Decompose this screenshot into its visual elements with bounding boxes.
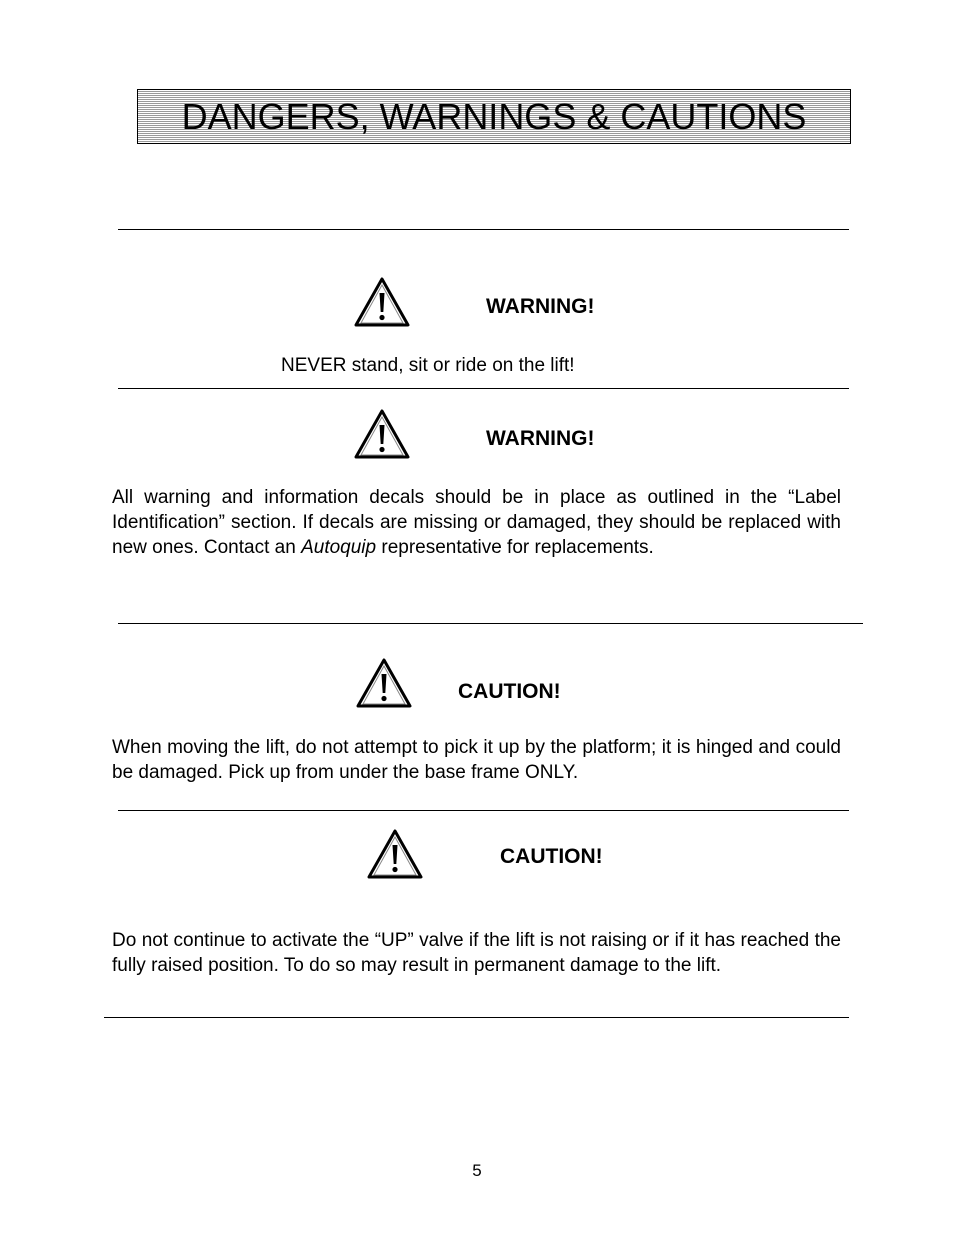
caution-text-2: Do not continue to activate the “UP” valve if the lift is not raising or if it has reached the fully raised position. To do so may result in permanent damage to the lift. [112,930,841,976]
caution-label-1: CAUTION! [458,680,561,703]
brand-name: Autoquip [301,537,377,558]
caution-label-2: CAUTION! [500,845,603,868]
divider-bottom [104,1017,849,1018]
divider-3 [118,810,849,811]
warning-label-2: WARNING! [486,427,595,450]
warning-triangle-icon [366,828,424,880]
caution-text-1: When moving the lift, do not attempt to pick it up by the platform; it is hinged and could be damaged. Pick up from under the base frame ONLY. [112,737,841,783]
divider-2 [118,623,863,624]
warning-triangle-icon [353,408,411,460]
warning-text-2 [112,485,841,560]
divider-top [118,229,849,230]
warning-triangle-icon [355,657,413,709]
page-title: DANGERS, WARNINGS & CAUTIONS [181,95,807,137]
title-banner [137,89,851,144]
page-number: 5 [472,1161,482,1180]
warning-label-1: WARNING! [486,295,595,318]
warning-text-2-start: All warning and information decals should be in place as outlined in the “Label Identification” section. If decals are missing or damaged, they should be replaced with new ones. Contact an [112,487,841,558]
warning-triangle-icon [353,276,411,328]
divider-1 [118,388,849,389]
warning-text-2-end: representative for replacements. [376,537,654,558]
warning-text-1: NEVER stand, sit or ride on the lift! [281,355,575,376]
